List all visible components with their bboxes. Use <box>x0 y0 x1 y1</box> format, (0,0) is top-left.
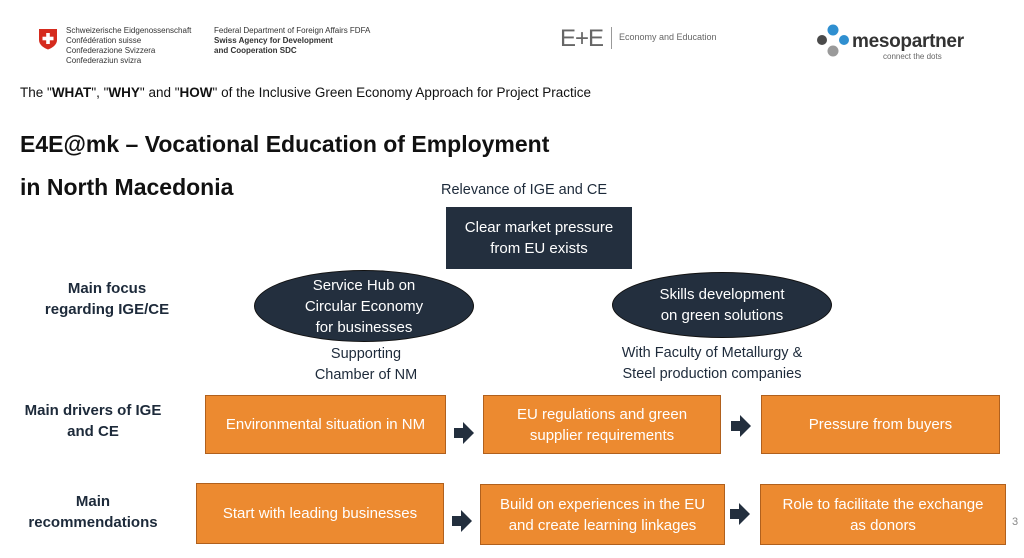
mesopartner-logo-name: mesopartner <box>852 31 964 52</box>
slide-title-line-1: E4E@mk – Vocational Education of Employment <box>20 131 550 157</box>
page-number: 3 <box>1012 516 1019 528</box>
slide-title-line-2: in North Macedonia <box>20 174 234 200</box>
driver-box-environment: Environmental situation in NM <box>205 395 446 454</box>
driver-box-buyer-pressure: Pressure from buyers <box>761 395 1000 454</box>
ee-logo-text: Economy and Education <box>619 32 717 42</box>
ee-logo-divider <box>611 27 612 49</box>
relevance-box: Clear market pressure from EU exists <box>446 207 632 269</box>
service-hub-ellipse: Service Hub on Circular Economy for businesses <box>254 270 474 342</box>
recommendation-box-leading-businesses: Start with leading businesses <box>196 483 444 544</box>
arrow-right-icon <box>731 415 751 437</box>
mesopartner-tagline: connect the dots <box>883 52 942 61</box>
swiss-cross-icon <box>37 28 59 50</box>
arrow-right-icon <box>730 503 750 525</box>
recommendation-box-eu-experiences: Build on experiences in the EU and create learning linkages <box>480 484 725 545</box>
ee-logo-mark: E+E <box>560 25 604 52</box>
recommendations-row-label: Main recommendations <box>28 493 158 531</box>
focus-row-label: Main focus regarding IGE/CE <box>44 280 170 318</box>
fdfa-sdc-logo-text: Federal Department of Foreign Affairs FDFA Swiss Agency for Development and Cooperation SDC <box>214 26 371 55</box>
driver-box-eu-regulations: EU regulations and green supplier requirements <box>483 395 721 454</box>
service-hub-note: Supporting Chamber of NM <box>314 346 418 383</box>
skills-development-ellipse: Skills development on green solutions <box>612 272 832 338</box>
relevance-heading: Relevance of IGE and CE <box>441 182 608 198</box>
arrow-right-icon <box>452 510 472 532</box>
skills-development-note: With Faculty of Metallurgy & Steel production companies <box>621 345 803 382</box>
drivers-row-label: Main drivers of IGE and CE <box>24 402 162 440</box>
recommendation-box-donor-role: Role to facilitate the exchange as donors <box>760 484 1006 545</box>
mesopartner-dots-icon <box>816 22 850 58</box>
arrow-right-icon <box>454 422 474 444</box>
swiss-confederation-logo-text: Schweizerische Eidgenossenschaft Confédération suisse Confederazione Svizzera Confederaziun svizra <box>66 26 192 65</box>
slide-subtitle: The "WHAT", "WHY" and "HOW" of the Inclusive Green Economy Approach for Project Practice <box>20 85 592 100</box>
